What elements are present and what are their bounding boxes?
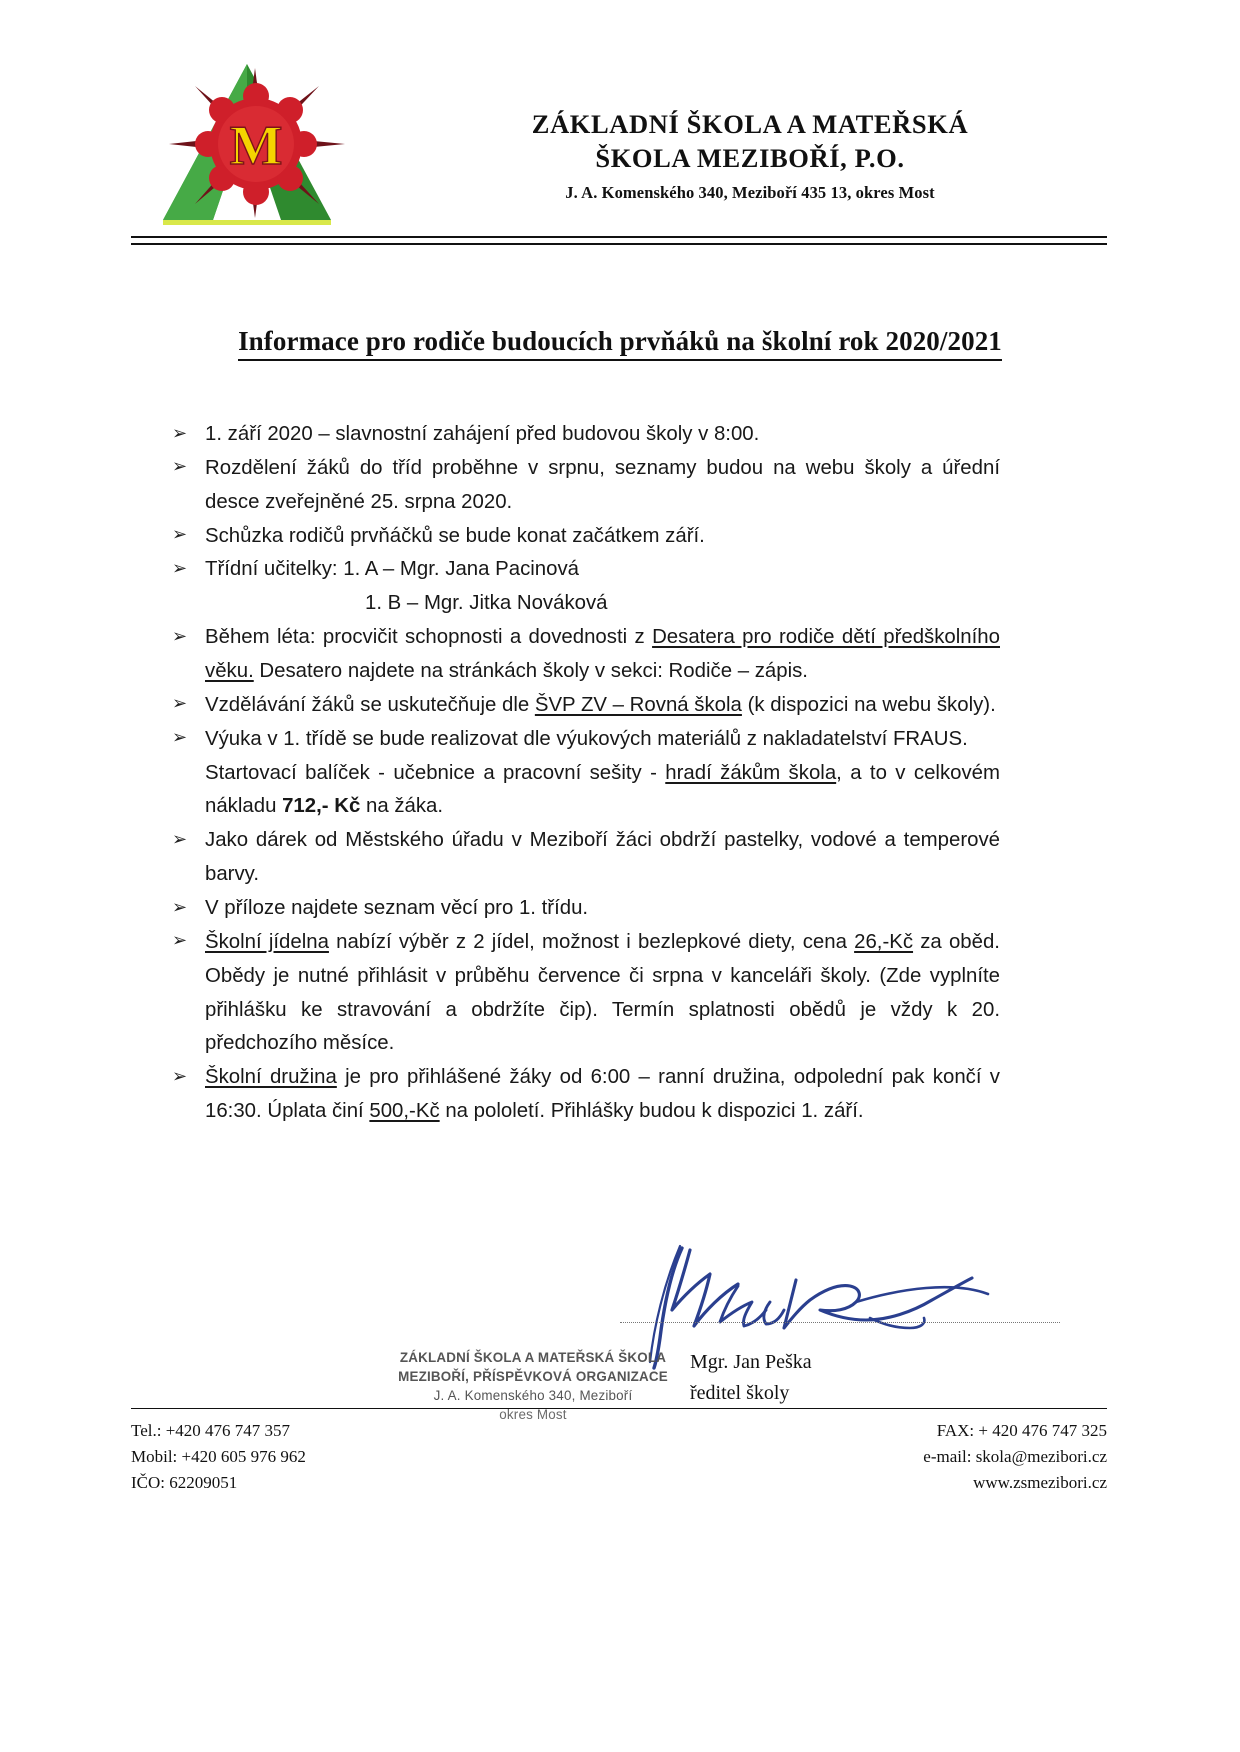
emphasised-text: 26,-Kč bbox=[854, 930, 914, 953]
amount-text: 712,- Kč bbox=[282, 795, 361, 818]
body-text: za oběd. Obědy je nutné přihlásit v průběhu července či srpna v kanceláři školy. (Zde vyplníte přihlášku ke stravování a obdržíte čip). Termín splatnosti obědů je vždy k 20. předchozího měsíce. bbox=[205, 930, 1000, 1055]
school-logo-graphic bbox=[155, 58, 370, 228]
school-name-line1: ZÁKLADNÍ ŠKOLA A MATEŘSKÁ bbox=[531, 109, 969, 139]
footer-email: e-mail: skola@mezibori.cz bbox=[923, 1446, 1107, 1466]
body-text: Schůzka rodičů prvňáčků se bude konat začátkem září. bbox=[205, 524, 705, 547]
body-text: V příloze najdete seznam věcí pro 1. třídu. bbox=[205, 897, 589, 920]
body-text: Výuka v 1. třídě se bude realizovat dle výukových materiálů z nakladatelství FRAUS. bbox=[205, 727, 968, 750]
list-item-priloha-seznam bbox=[172, 892, 1000, 926]
body-text: Desatero najdete na stránkách školy v sekci: Rodiče – zápis. bbox=[253, 660, 808, 683]
body-text: je pro přihlášené žáky od 6:00 – ranní družina, odpolední pak končí v 16:30. Úplata činí bbox=[205, 1066, 1000, 1123]
stamp-line-1: ZÁKLADNÍ ŠKOLA A MATEŘSKÁ ŠKOLA bbox=[399, 1350, 667, 1365]
chevron-bullet-icon: ➢ bbox=[172, 557, 188, 578]
footer-web: www.zsmezibori.cz bbox=[973, 1472, 1107, 1492]
stamp-line-4: okres Most bbox=[499, 1407, 567, 1423]
official-stamp bbox=[388, 1348, 678, 1424]
footer-ico: IČO: 62209051 bbox=[131, 1472, 238, 1492]
chevron-bullet-icon: ➢ bbox=[172, 422, 188, 443]
emphasised-text: Desatera pro rodiče dětí předškolního věku. bbox=[205, 626, 1000, 683]
page-title bbox=[0, 326, 1240, 357]
body-text: 1. B – Mgr. Jitka Nováková bbox=[365, 592, 608, 615]
body-text: 1. září 2020 – slavnostní zahájení před budovou školy v 8:00. bbox=[205, 423, 760, 445]
chevron-bullet-icon: ➢ bbox=[172, 456, 188, 477]
page-title-text: Informace pro rodiče budoucích prvňáků na školní rok 2020/2021 bbox=[238, 326, 1002, 361]
list-item-zahajeni bbox=[172, 418, 1000, 452]
information-list bbox=[172, 418, 1000, 1129]
chevron-bullet-icon: ➢ bbox=[172, 693, 188, 714]
signer-role: ředitel školy bbox=[690, 1382, 790, 1404]
list-item-tridni-ucitelky bbox=[172, 553, 1000, 587]
footer-contact-left bbox=[131, 1418, 306, 1495]
page-footer bbox=[131, 1418, 1107, 1495]
body-text: Třídní učitelky: 1. A – Mgr. Jana Pacinová bbox=[205, 558, 580, 581]
list-item-tridni-ucitelky-secondary bbox=[172, 587, 1000, 621]
list-item-schuzka-rodicu bbox=[172, 520, 1000, 554]
emphasised-text: Školní družina bbox=[205, 1066, 337, 1089]
list-item-darek-mestsky-urad bbox=[172, 824, 1000, 892]
emphasised-text: 500,-Kč bbox=[369, 1100, 440, 1123]
chevron-bullet-icon: ➢ bbox=[172, 625, 188, 646]
footer-tel: Tel.: +420 476 747 357 bbox=[131, 1421, 291, 1440]
footer-contact-right bbox=[923, 1418, 1107, 1495]
body-text: (k dispozici na webu školy). bbox=[741, 693, 996, 716]
list-item-skolni-druzina bbox=[172, 1061, 1000, 1129]
footer-mobil: Mobil: +420 605 976 962 bbox=[131, 1446, 306, 1466]
body-text: Během léta: procvičit schopnosti a dovednosti z bbox=[205, 626, 653, 649]
letterhead bbox=[0, 0, 1240, 250]
school-address: J. A. Komenského 340, Meziboří 435 13, okres Most bbox=[565, 182, 935, 202]
signer-name: Mgr. Jan Peška bbox=[690, 1351, 812, 1373]
footer-fax: FAX: + 420 476 747 325 bbox=[936, 1421, 1107, 1440]
list-item-vzdelavani-svp bbox=[172, 689, 1000, 723]
signer-block bbox=[690, 1347, 990, 1409]
chevron-bullet-icon: ➢ bbox=[172, 1065, 188, 1086]
body-text: Rozdělení žáků do tříd proběhne v srpnu, seznamy budou na webu školy a úřední desce zveřejněné 25. srpna 2020. bbox=[205, 456, 1000, 513]
stamp-line-2: MEZIBOŘÍ, PŘÍSPĚVKOVÁ ORGANIZACE bbox=[398, 1369, 668, 1385]
body-text: na žáka. bbox=[360, 795, 444, 818]
chevron-bullet-icon: ➢ bbox=[172, 828, 188, 849]
body-text: Vzdělávání žáků se uskutečňuje dle bbox=[205, 693, 535, 716]
body-text: na pololetí. Přihlášky budou k dispozici 1. září. bbox=[439, 1100, 864, 1123]
body-text: Jako dárek od Městského úřadu v Meziboří žáci obdrží pastelky, vodové a temperové barvy. bbox=[205, 829, 1000, 886]
list-item-skolni-jidelna bbox=[172, 926, 1000, 1061]
school-name-block bbox=[400, 108, 1100, 203]
list-item-rozdeleni-zaku bbox=[172, 452, 1000, 520]
chevron-bullet-icon: ➢ bbox=[172, 930, 188, 951]
body-text: Startovací balíček - učebnice a pracovní sešity - bbox=[205, 761, 666, 784]
list-item-vyuka-fraus bbox=[172, 723, 1000, 757]
school-name-line2: ŠKOLA MEZIBOŘÍ, P.O. bbox=[595, 142, 905, 173]
svg-text:M: M bbox=[229, 115, 283, 177]
list-item-vyuka-fraus-continuation bbox=[172, 757, 1000, 825]
emphasised-text: ŠVP ZV – Rovná škola bbox=[534, 693, 742, 716]
chevron-bullet-icon: ➢ bbox=[172, 896, 188, 917]
footer-divider bbox=[131, 1408, 1107, 1409]
list-item-behem-leta bbox=[172, 621, 1000, 689]
school-logo bbox=[155, 58, 370, 228]
header-divider bbox=[131, 236, 1107, 245]
signature-line bbox=[620, 1322, 1060, 1323]
body-text: , a to v celkovém nákladu bbox=[205, 761, 1000, 818]
emphasised-text: Školní jídelna bbox=[205, 930, 329, 953]
stamp-line-3: J. A. Komenského 340, Meziboří bbox=[433, 1388, 633, 1404]
chevron-bullet-icon: ➢ bbox=[172, 727, 188, 748]
emphasised-text: hradí žákům škola bbox=[665, 761, 837, 784]
body-text: nabízí výběr z 2 jídel, možnost i bezlepkové diety, cena bbox=[328, 930, 855, 953]
chevron-bullet-icon: ➢ bbox=[172, 524, 188, 545]
